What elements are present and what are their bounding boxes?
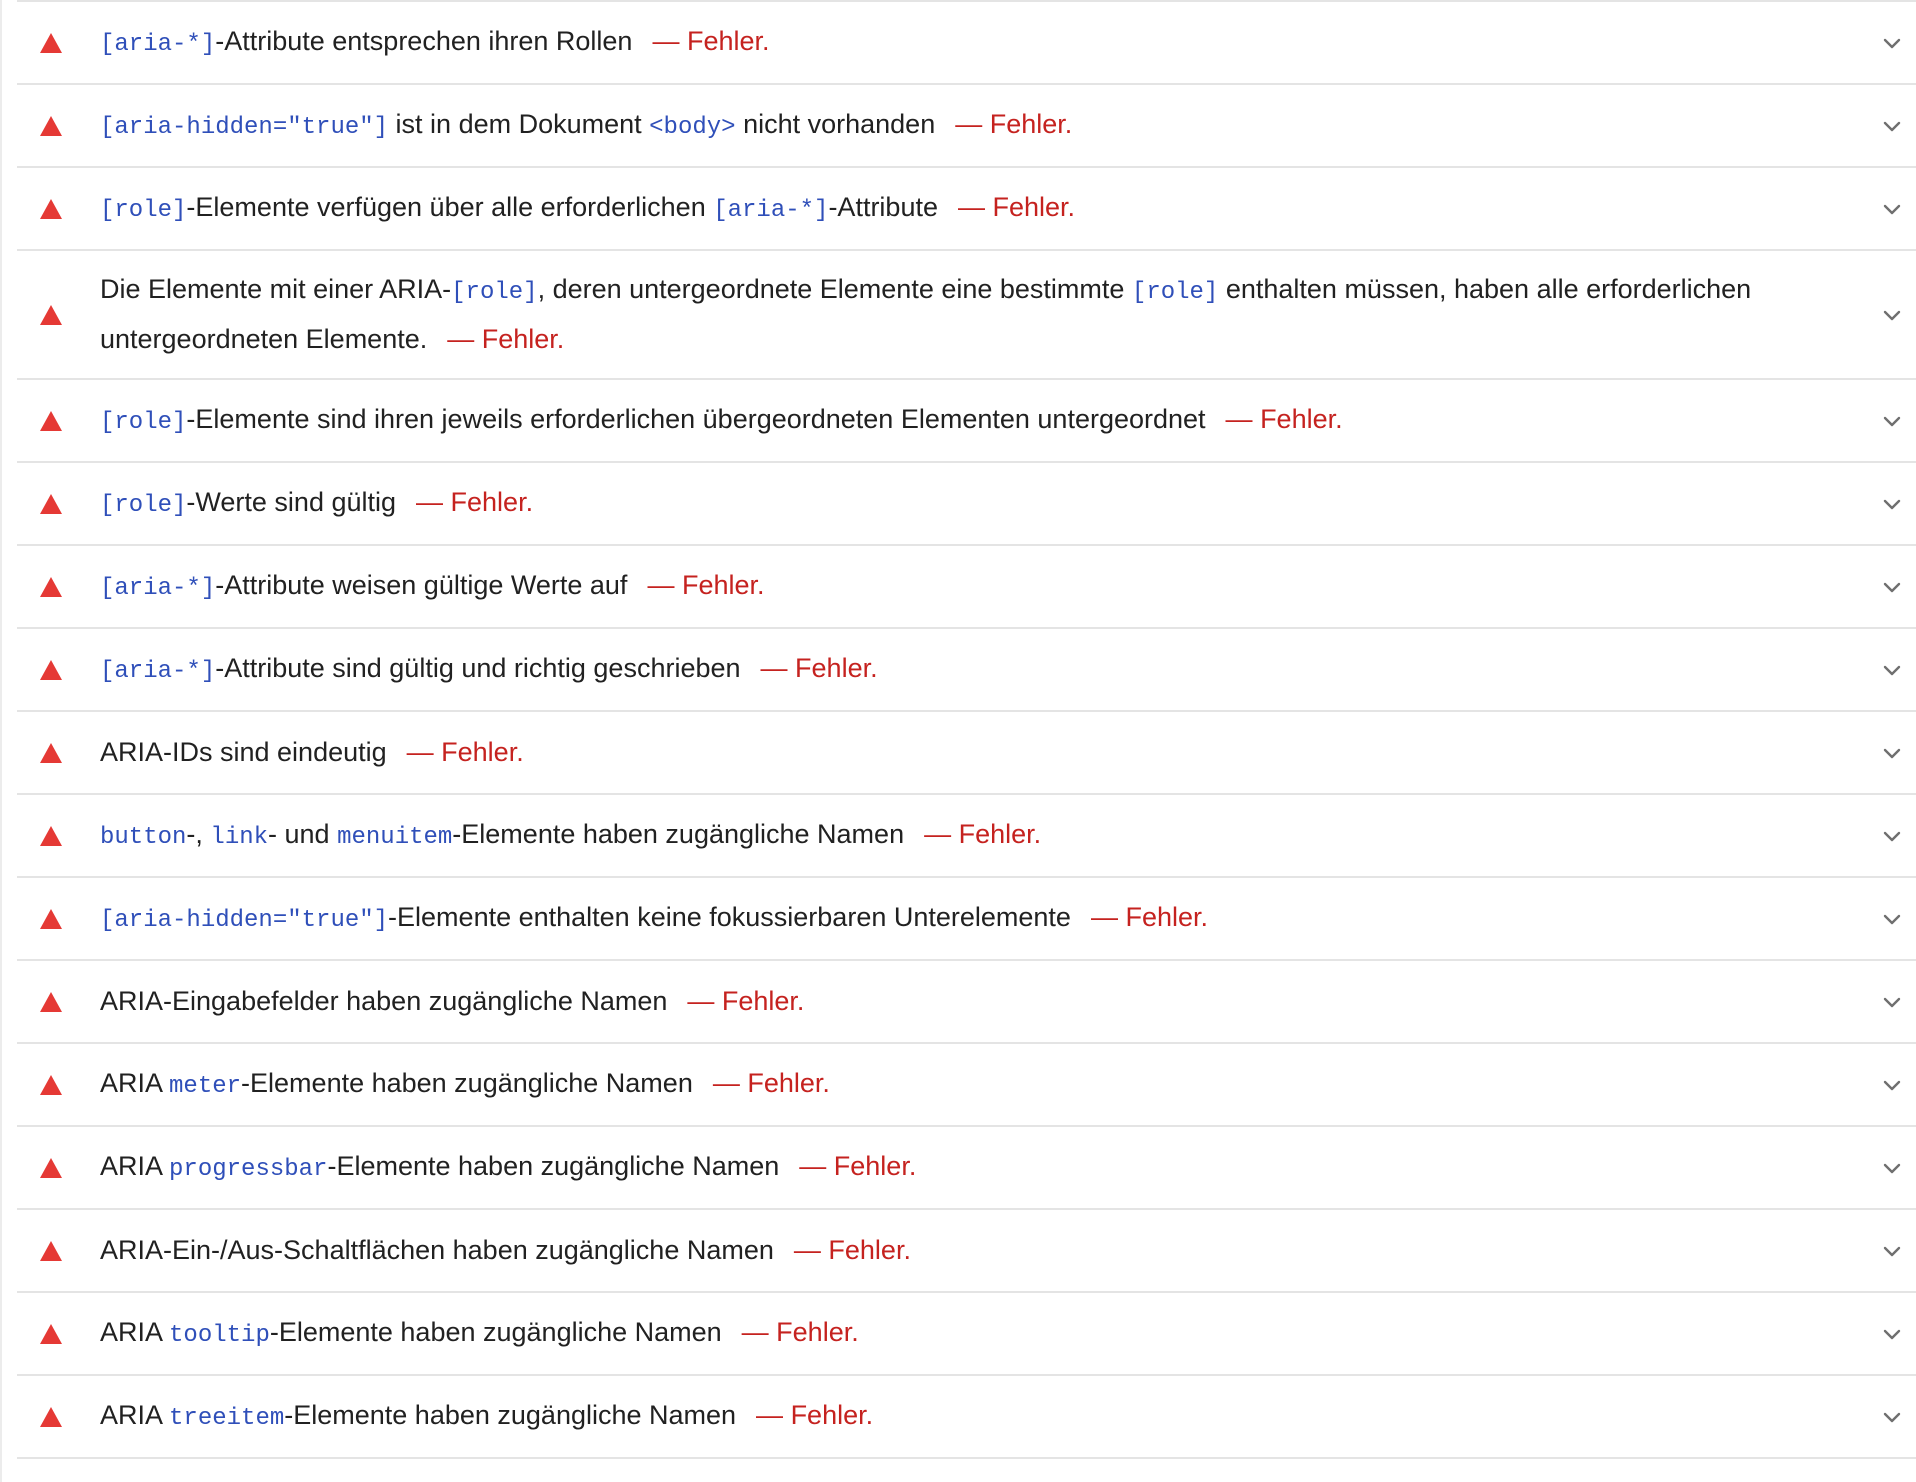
title-text: ARIA [100,1399,170,1430]
audit-title [100,184,1916,234]
audit-title [100,101,1916,151]
audit-item-17[interactable] [17,1376,1916,1459]
chevron-down-icon[interactable] [1881,742,1903,764]
title-text: ARIA-Eingabefelder haben zugängliche Namen [100,986,668,1016]
status-label: Fehler. [833,1150,917,1181]
status-label: Fehler. [481,324,565,354]
audit-title [100,978,1916,1025]
audit-item-1[interactable] [17,2,1916,85]
audit-title [100,729,1916,776]
status-separator: — [760,652,788,683]
status-label: Fehler. [441,737,524,767]
chevron-down-icon[interactable] [1881,304,1903,326]
code-token: tooltip [169,1321,270,1349]
title-text: -Elemente sind ihren jeweils erforderlichen übergeordneten Elementen untergeordnet [186,403,1206,434]
status-separator: — [687,986,715,1016]
code-token: [role] [1131,279,1219,306]
chevron-down-icon[interactable] [1881,825,1903,847]
chevron-down-icon[interactable] [1881,115,1903,137]
fail-triangle-icon [39,742,79,764]
status-separator: — [1225,403,1253,434]
title-text: -, [186,818,211,849]
audit-item-4[interactable] [17,251,1916,380]
chevron-down-icon[interactable] [1881,908,1903,930]
status-label: Fehler. [992,191,1076,222]
fail-triangle-icon [39,1323,79,1345]
code-token: [role] [100,491,187,519]
audit-item-2[interactable] [17,85,1916,168]
status-separator: — [406,737,434,767]
audit-item-11[interactable] [17,878,1916,961]
title-text: -Attribute sind gültig und richtig geschrieben [215,652,741,683]
status-label: Fehler. [989,108,1073,139]
title-text: ARIA-Ein-/Aus-Schaltflächen haben zugängliche Namen [100,1235,774,1265]
audit-title [100,396,1916,446]
chevron-down-icon[interactable] [1881,1406,1903,1428]
fail-triangle-icon [39,825,79,847]
status-separator: — [799,1150,827,1181]
title-text: -Attribute weisen gültige Werte auf [215,569,628,600]
chevron-down-icon[interactable] [1881,1157,1903,1179]
title-text: -Elemente haben zugängliche Namen [241,1067,693,1098]
title-text: ist in dem Dokument [388,108,650,139]
title-text: - und [268,818,338,849]
status-label: Fehler. [721,986,805,1016]
audit-title [100,894,1916,944]
title-text: nicht vorhanden [735,108,936,139]
title-text: Die Elemente mit einer ARIA- [100,274,452,304]
chevron-down-icon[interactable] [1881,991,1903,1013]
audit-item-16[interactable] [17,1293,1916,1376]
audit-item-13[interactable] [17,1044,1916,1127]
audit-list [17,2,1916,1459]
code-token: <body> [649,113,736,141]
status-separator: — [793,1235,821,1265]
audit-item-8[interactable] [17,629,1916,712]
fail-triangle-icon [39,1240,79,1262]
status-label: Fehler. [790,1399,874,1430]
status-label: Fehler. [450,486,534,517]
fail-triangle-icon [39,32,79,54]
audit-item-5[interactable] [17,380,1916,463]
audit-title [100,266,1916,363]
status-separator: — [447,324,475,354]
chevron-down-icon[interactable] [1881,198,1903,220]
code-token: [aria-hidden="true"] [100,113,389,141]
fail-triangle-icon [39,1157,79,1179]
title-text: -Elemente verfügen über alle erforderlichen [186,191,714,222]
title-text: -Elemente haben zugängliche Namen [284,1399,737,1430]
code-token: [role] [451,279,538,306]
status-label: Fehler. [747,1067,830,1098]
fail-triangle-icon [39,115,79,137]
status-separator: — [416,486,444,517]
audit-title [100,479,1916,529]
audit-title [100,1060,1916,1110]
chevron-down-icon[interactable] [1881,659,1903,681]
chevron-down-icon[interactable] [1881,1074,1903,1096]
code-token: progressbar [169,1155,328,1183]
fail-triangle-icon [39,659,79,681]
code-token: button [100,823,187,851]
audit-title [100,1309,1916,1359]
fail-triangle-icon [39,991,79,1013]
fail-triangle-icon [39,1074,79,1096]
code-token: [role] [100,408,187,436]
title-text: -Elemente haben zugängliche Namen [452,818,905,849]
audit-title [100,1227,1916,1274]
code-token: [aria-*] [713,196,829,224]
fail-triangle-icon [39,908,79,930]
code-token: [aria-*] [100,574,216,602]
code-token: treeitem [169,1404,285,1432]
chevron-down-icon[interactable] [1881,493,1903,515]
audit-item-10[interactable] [17,795,1916,878]
title-text: , deren untergeordnete Elemente eine bestimmte [537,274,1132,304]
audit-title [100,18,1916,68]
audit-item-7[interactable] [17,546,1916,629]
chevron-down-icon[interactable] [1881,410,1903,432]
status-separator: — [955,108,983,139]
title-text: ARIA [100,1150,170,1181]
title-text: ARIA-IDs sind eindeutig [100,737,387,767]
status-separator: — [957,191,985,222]
title-text: -Attribute [828,191,938,222]
status-separator: — [1090,901,1118,932]
status-separator: — [647,569,675,600]
audit-title [100,562,1916,612]
title-text: -Werte sind gültig [186,486,397,517]
status-separator: — [741,1316,769,1347]
status-separator: — [712,1067,740,1098]
status-separator: — [652,25,680,56]
chevron-down-icon[interactable] [1881,1323,1903,1345]
audit-item-9[interactable] [17,712,1916,795]
status-separator: — [756,1399,784,1430]
status-label: Fehler. [958,818,1042,849]
title-text: ARIA [100,1316,170,1347]
status-label: Fehler. [828,1235,911,1265]
fail-triangle-icon [39,410,79,432]
chevron-down-icon[interactable] [1881,576,1903,598]
fail-triangle-icon [39,576,79,598]
status-label: Fehler. [1125,901,1209,932]
code-token: link [210,823,269,851]
status-label: Fehler. [686,25,770,56]
audit-item-14[interactable] [17,1127,1916,1210]
code-token: [aria-hidden="true"] [100,906,389,934]
fail-triangle-icon [39,198,79,220]
status-label: Fehler. [795,652,878,683]
code-token: menuitem [337,823,453,851]
fail-triangle-icon [39,1406,79,1428]
code-token: [aria-*] [100,30,216,58]
fail-triangle-icon [39,493,79,515]
audit-title [100,645,1916,695]
fail-triangle-icon [39,304,79,326]
audit-title [100,1392,1916,1442]
title-text: -Elemente haben zugängliche Namen [269,1316,722,1347]
code-token: [aria-*] [100,657,216,685]
status-label: Fehler. [776,1316,859,1347]
title-text: -Elemente enthalten keine fokussierbaren Unterelemente [388,901,1071,932]
audit-item-3[interactable] [17,168,1916,251]
title-text: -Attribute entsprechen ihren Rollen [215,25,633,56]
title-text: -Elemente haben zugängliche Namen [327,1150,780,1181]
status-label: Fehler. [1260,403,1343,434]
audit-title [100,811,1916,861]
audit-title [100,1143,1916,1193]
chevron-down-icon[interactable] [1881,32,1903,54]
title-text: enthalten müssen, haben alle erforderlichen untergeordneten Elemente. [100,274,1752,354]
left-border [0,0,2,1482]
code-token: meter [169,1072,242,1100]
code-token: [role] [100,196,187,224]
status-label: Fehler. [681,569,765,600]
audit-item-15[interactable] [17,1210,1916,1293]
status-separator: — [924,818,952,849]
title-text: ARIA [100,1067,170,1098]
audit-item-6[interactable] [17,463,1916,546]
audit-item-12[interactable] [17,961,1916,1044]
chevron-down-icon[interactable] [1881,1240,1903,1262]
